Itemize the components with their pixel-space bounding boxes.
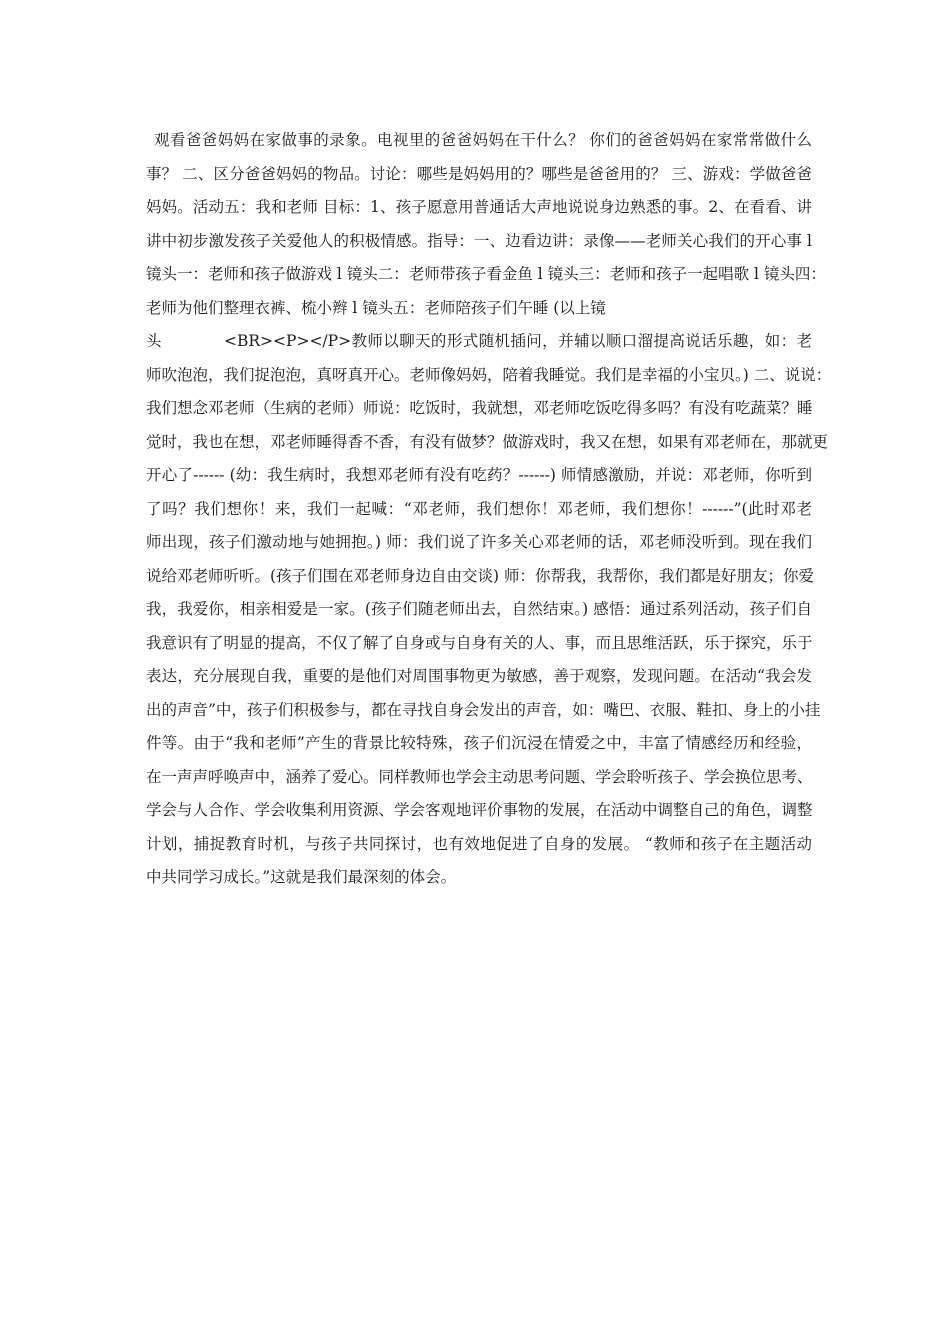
text-line: 镜头一：老师和孩子做游戏 l 镜头二：老师带孩子看金鱼 l 镜头三：老师和孩子一起唱歌 l 镜头四： bbox=[146, 265, 826, 283]
text-line: 说给邓老师听听。(孩子们围在邓老师身边自由交谈) 师：你帮我，我帮你，我们都是好朋友；你爱 bbox=[146, 566, 815, 585]
text-line: 计划，捕捉教育时机，与孩子共同探讨，也有效地促进了自身的发展。 “教师和孩子在主题活动 bbox=[146, 834, 812, 853]
text-line: 师出现，孩子们激动地与她拥抱。) 师：我们说了许多关心邓老师的话，邓老师没听到。现在我们 bbox=[146, 533, 812, 551]
text-line: 观看爸爸妈妈在家做事的录象。电视里的爸爸妈妈在干什么？ 你们的爸爸妈妈在家常常做什么 bbox=[154, 131, 812, 149]
text-line: 中共同学习成长。”这就是我们最深刻的体会。 bbox=[146, 868, 457, 886]
text-line: 件等。由于“我和老师”产生的背景比较特殊，孩子们沉浸在情爱之中，丰富了情感经历和经验， bbox=[146, 734, 812, 752]
text-line: 讲中初步激发孩子关爱他人的积极情感。指导：一、边看边讲：录像——老师关心我们的开心事 l bbox=[146, 231, 812, 250]
text-line: 老师为他们整理衣裤、梳小辫 l 镜头五：老师陪孩子们午睡 (以上镜 bbox=[146, 298, 606, 317]
text-line: 表达，充分展现自我，重要的是他们对周围事物更为敏感，善于观察，发现问题。在活动“我会发 bbox=[146, 667, 812, 685]
text-line: 觉时，我也在想，邓老师睡得香不香，有没有做梦？做游戏时，我又在想，如果有邓老师在，那就更 bbox=[146, 432, 829, 451]
text-line: 开心了------ (幼：我生病时，我想邓老师有没有吃药？------) 师情感激励，并说：邓老师，你听到 bbox=[146, 466, 812, 484]
text-line: 妈妈。活动五：我和老师 目标：1、孩子愿意用普通话大声地说说身边熟悉的事。2、在看看、讲 bbox=[146, 198, 812, 216]
text-line: 了吗？我们想你！来，我们一起喊：“邓老师，我们想你！邓老师，我们想你！------”(此时邓老 bbox=[146, 499, 812, 518]
text-line: 我，我爱你，相亲相爱是一家。(孩子们随老师出去，自然结束。) 感悟：通过系列活动，孩子们自 bbox=[146, 600, 812, 618]
text-line: 出的声音”中，孩子们积极参与，都在寻找自身会发出的声音，如：嘴巴、衣服、鞋扣、身上的小挂 bbox=[146, 700, 821, 719]
text-line-with-markup bbox=[146, 325, 812, 359]
document-body bbox=[146, 124, 832, 895]
text-line: 师吹泡泡，我们捉泡泡，真呀真开心。老师像妈妈，陪着我睡觉。我们是幸福的小宝贝。) 二、说说： bbox=[146, 365, 832, 384]
text-line-head: 头 bbox=[146, 332, 162, 350]
text-line: 我意识有了明显的提高，不仅了解了自身或与自身有关的人、事，而且思维活跃，乐于探究，乐于 bbox=[146, 633, 813, 652]
text-line: 在一声声呼唤声中，涵养了爱心。同样教师也学会主动思考问题、学会聆听孩子、学会换位思考、 bbox=[146, 767, 813, 786]
text-line: 事？ 二、区分爸爸妈妈的物品。讨论：哪些是妈妈用的？哪些是爸爸用的？ 三、游戏：学做爸爸 bbox=[146, 164, 812, 183]
text-line-tail: <BR><P></P>教师以聊天的形式随机插问，并辅以顺口溜提高说话乐趣，如：老 bbox=[224, 332, 812, 350]
text-line: 学会与人合作、学会收集利用资源、学会客观地评价事物的发展，在活动中调整自己的角色，调整 bbox=[146, 801, 813, 819]
text-line: 我们想念邓老师（生病的老师）师说：吃饭时，我就想，邓老师吃饭吃得多吗？有没有吃蔬菜？睡 bbox=[146, 399, 813, 417]
